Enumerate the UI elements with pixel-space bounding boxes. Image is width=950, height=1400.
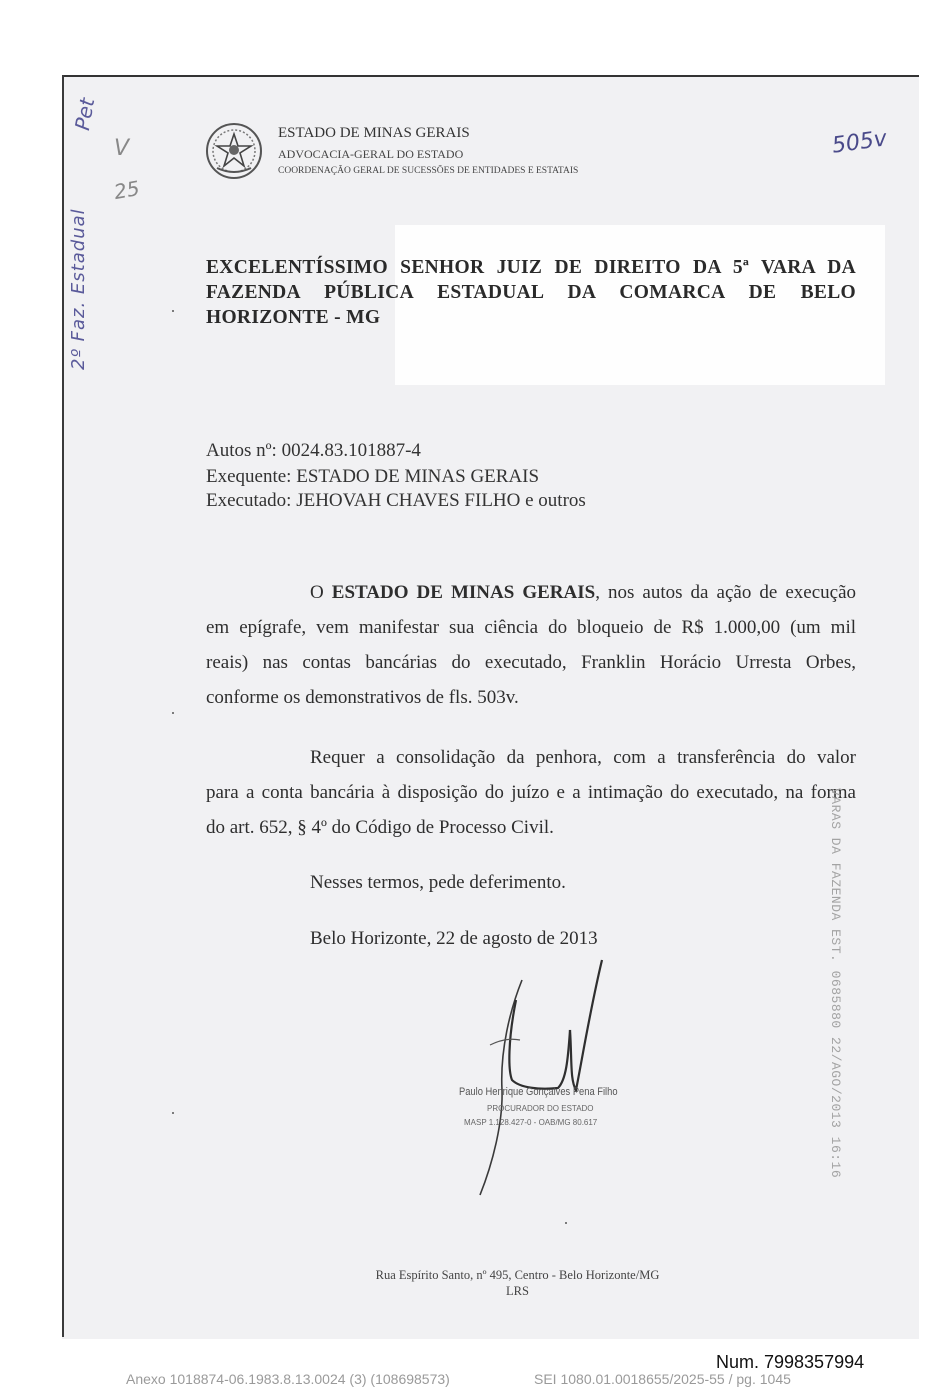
annex-reference: Anexo 1018874-06.1983.8.13.0024 (3) (108698573): [126, 1371, 450, 1387]
case-plaintiff: Exequente: ESTADO DE MINAS GERAIS: [206, 466, 540, 487]
handwritten-side-note: 2º Faz. Estadual: [68, 208, 89, 370]
paragraph-line: do art. 652, § 4º do Código de Processo Civil.: [206, 817, 554, 838]
state-crest-icon: [205, 122, 263, 180]
footer-initials: LRS: [506, 1284, 529, 1298]
paragraph-line: reais) nas contas bancárias do executado, Franklin Horácio Urresta Orbes,: [206, 652, 856, 673]
signer-name: Paulo Henrique Gonçalves Pena Filho: [459, 1086, 618, 1098]
protocol-stamp: VARAS DA FAZENDA EST. 0685880 22/AGO/2013 16:16: [828, 788, 843, 1179]
addressee-line: HORIZONTE - MG: [206, 307, 381, 328]
sei-page-reference: SEI 1080.01.0018655/2025-55 / pg. 1045: [534, 1371, 791, 1387]
closing-formula: Nesses termos, pede deferimento.: [310, 872, 566, 893]
handwritten-page-number: 505v: [830, 126, 889, 159]
header-state: ESTADO DE MINAS GERAIS: [278, 125, 470, 141]
paragraph-line: para a conta bancária à disposição do juízo e a intimação do executado, na forma: [206, 782, 856, 803]
handwritten-pet: Pet: [70, 96, 100, 133]
date-line: Belo Horizonte, 22 de agosto de 2013: [310, 928, 598, 949]
page-edge: [62, 75, 64, 1337]
case-number: Autos nº: 0024.83.101887-4: [206, 440, 421, 461]
footer-address: Rua Espírito Santo, nº 495, Centro - Belo Horizonte/MG: [375, 1268, 660, 1282]
paragraph-line: Requer a consolidação da penhora, com a transferência do valor: [310, 747, 856, 768]
paragraph-line: conforme os demonstrativos de fls. 503v.: [206, 687, 519, 708]
addressee-line: FAZENDA PÚBLICA ESTADUAL DA COMARCA DE BELO: [206, 282, 856, 303]
paragraph-line: em epígrafe, vem manifestar sua ciência do bloqueio de R$ 1.000,00 (um mil: [206, 617, 856, 638]
document-number: Num. 7998357994: [716, 1352, 865, 1372]
paragraph-requer: [206, 740, 856, 845]
handwritten-number: 25: [112, 175, 142, 205]
addressee-line: EXCELENTÍSSIMO SENHOR JUIZ DE DIREITO DA 5ª VARA DA: [206, 257, 856, 278]
addressee-heading: [206, 255, 856, 330]
header-department: COORDENAÇÃO GERAL DE SUCESSÕES DE ENTIDADES E ESTATAIS: [278, 166, 579, 176]
header-agency: ADVOCACIA-GERAL DO ESTADO: [278, 147, 464, 161]
handwritten-check: V: [114, 136, 130, 161]
scan-speck: [172, 310, 174, 312]
paragraph-ciencia: [206, 575, 856, 715]
case-defendant: Executado: JEHOVAH CHAVES FILHO e outros: [206, 490, 586, 511]
handwritten-signature: [430, 950, 670, 1210]
text-fragment: , nos autos da ação de execução: [595, 582, 856, 603]
paragraph-line: [206, 575, 856, 610]
bold-entity: ESTADO DE MINAS GERAIS: [331, 582, 596, 603]
signer-registration: MASP 1.128.427-0 - OAB/MG 80.617: [464, 1118, 598, 1127]
scan-speck: [565, 1222, 567, 1224]
scan-speck: [172, 1112, 174, 1114]
text-fragment: O: [310, 582, 324, 603]
signer-title: PROCURADOR DO ESTADO: [487, 1104, 594, 1113]
scan-speck: [172, 712, 174, 714]
